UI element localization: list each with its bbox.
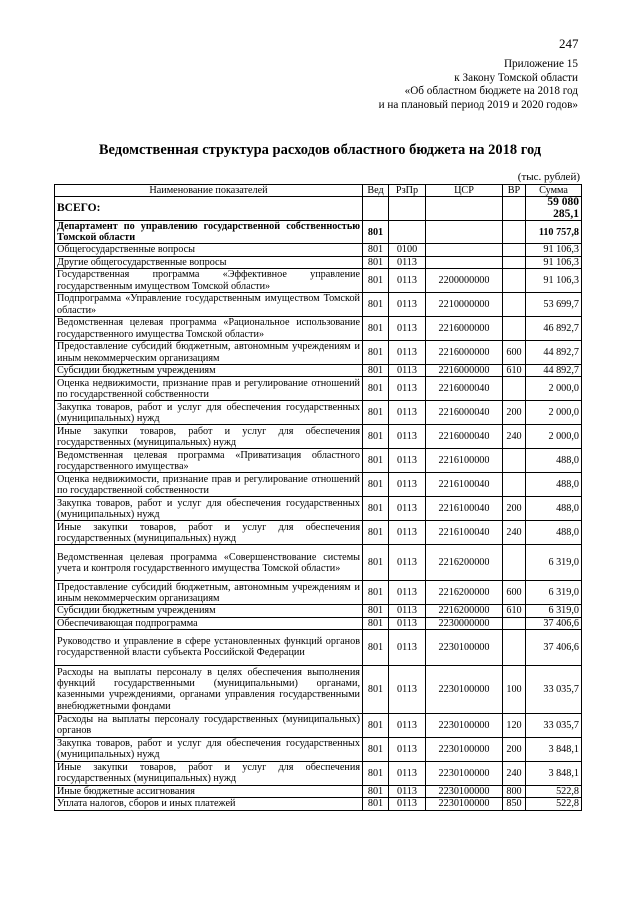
row-sum: 44 892,7 bbox=[526, 365, 582, 377]
row-csr: 2216000040 bbox=[426, 401, 503, 425]
row-rzpr: 0113 bbox=[389, 545, 426, 581]
row-sum: 522,8 bbox=[526, 785, 582, 797]
row-rzpr: 0113 bbox=[389, 317, 426, 341]
row-name: Субсидии бюджетным учреждениям bbox=[55, 365, 363, 377]
row-csr: 2230000000 bbox=[426, 617, 503, 629]
row-ved: 801 bbox=[363, 737, 389, 761]
table-row bbox=[55, 605, 582, 617]
row-name: Ведомственная целевая программа «Рациональное использование государственного имущества Томской области» bbox=[55, 317, 363, 341]
appendix-line: Приложение 15 bbox=[503, 58, 578, 70]
row-rzpr: 0113 bbox=[389, 798, 426, 810]
row-ved: 801 bbox=[363, 220, 389, 244]
row-ved: 801 bbox=[363, 341, 389, 365]
row-ved: 801 bbox=[363, 269, 389, 293]
empty-cell bbox=[426, 197, 503, 221]
row-sum: 44 892,7 bbox=[526, 341, 582, 365]
row-sum: 2 000,0 bbox=[526, 425, 582, 449]
row-vr: 610 bbox=[503, 605, 526, 617]
row-name: Государственная программа «Эффективное управление государственным имуществом Томской области» bbox=[55, 269, 363, 293]
row-name: Ведомственная целевая программа «Совершенствование системы учета и контроля государственного имущества Томской области» bbox=[55, 545, 363, 581]
row-vr bbox=[503, 473, 526, 497]
row-ved: 801 bbox=[363, 293, 389, 317]
row-sum: 110 757,8 bbox=[526, 220, 582, 244]
total-row bbox=[55, 197, 582, 221]
row-vr bbox=[503, 244, 526, 256]
row-name: Иные закупки товаров, работ и услуг для обеспечения государственных (муниципальных) нужд bbox=[55, 425, 363, 449]
row-rzpr: 0113 bbox=[389, 256, 426, 268]
row-sum: 37 406,6 bbox=[526, 617, 582, 629]
row-name: Закупка товаров, работ и услуг для обеспечения государственных (муниципальных) нужд bbox=[55, 401, 363, 425]
row-csr: 2230100000 bbox=[426, 665, 503, 713]
row-vr: 100 bbox=[503, 665, 526, 713]
row-csr bbox=[426, 244, 503, 256]
table-row bbox=[55, 293, 582, 317]
header-csr: ЦСР bbox=[426, 185, 503, 197]
header-ved: Вед bbox=[363, 185, 389, 197]
row-sum: 46 892,7 bbox=[526, 317, 582, 341]
appendix-line: «Об областном бюджете на 2018 год bbox=[404, 85, 578, 97]
table-row bbox=[55, 377, 582, 401]
table-row bbox=[55, 497, 582, 521]
row-vr bbox=[503, 256, 526, 268]
row-sum: 6 319,0 bbox=[526, 605, 582, 617]
row-sum: 488,0 bbox=[526, 497, 582, 521]
row-name: Департамент по управлению государственной собственностью Томской области bbox=[55, 220, 363, 244]
appendix-line: и на плановый период 2019 и 2020 годов» bbox=[378, 98, 578, 111]
row-ved: 801 bbox=[363, 425, 389, 449]
row-sum: 33 035,7 bbox=[526, 713, 582, 737]
row-ved: 801 bbox=[363, 365, 389, 377]
table-header-row bbox=[55, 185, 582, 197]
row-vr bbox=[503, 449, 526, 473]
row-rzpr: 0113 bbox=[389, 605, 426, 617]
row-csr: 2230100000 bbox=[426, 629, 503, 665]
table-row bbox=[55, 737, 582, 761]
row-sum: 33 035,7 bbox=[526, 665, 582, 713]
table-row bbox=[55, 629, 582, 665]
row-rzpr: 0100 bbox=[389, 244, 426, 256]
row-name: Оценка недвижимости, признание прав и регулирование отношений по государственной собственности bbox=[55, 377, 363, 401]
row-rzpr: 0113 bbox=[389, 401, 426, 425]
row-name: Подпрограмма «Управление государственным имуществом Томской области» bbox=[55, 293, 363, 317]
row-vr bbox=[503, 220, 526, 244]
row-rzpr: 0113 bbox=[389, 737, 426, 761]
table-row bbox=[55, 798, 582, 810]
row-ved: 801 bbox=[363, 244, 389, 256]
row-csr: 2230100000 bbox=[426, 785, 503, 797]
header-name: Наименование показателей bbox=[55, 185, 363, 197]
row-sum: 91 106,3 bbox=[526, 256, 582, 268]
row-vr bbox=[503, 629, 526, 665]
table-row bbox=[55, 473, 582, 497]
row-vr: 610 bbox=[503, 365, 526, 377]
row-rzpr: 0113 bbox=[389, 377, 426, 401]
row-sum: 488,0 bbox=[526, 473, 582, 497]
table-row bbox=[55, 545, 582, 581]
row-rzpr: 0113 bbox=[389, 521, 426, 545]
row-vr bbox=[503, 545, 526, 581]
row-vr bbox=[503, 377, 526, 401]
row-csr: 2230100000 bbox=[426, 798, 503, 810]
row-csr: 2216000000 bbox=[426, 317, 503, 341]
row-ved: 801 bbox=[363, 798, 389, 810]
row-ved: 801 bbox=[363, 581, 389, 605]
row-rzpr bbox=[389, 220, 426, 244]
row-csr: 2216200000 bbox=[426, 605, 503, 617]
appendix-note bbox=[379, 58, 578, 112]
row-csr: 2216100040 bbox=[426, 521, 503, 545]
row-csr: 2216000040 bbox=[426, 425, 503, 449]
row-vr bbox=[503, 317, 526, 341]
header-rzpr: РзПр bbox=[389, 185, 426, 197]
row-rzpr: 0113 bbox=[389, 269, 426, 293]
row-ved: 801 bbox=[363, 449, 389, 473]
row-name: Расходы на выплаты персоналу в целях обеспечения выполнения функций государственными (муниципальными) органами, казенными учреждениями, органами управления государственными внебюджетными фондами bbox=[55, 665, 363, 713]
table-row bbox=[55, 581, 582, 605]
row-csr: 2216000040 bbox=[426, 377, 503, 401]
row-name: Руководство и управление в сфере установленных функций органов государственной власти субъекта Российской Федерации bbox=[55, 629, 363, 665]
table-row bbox=[55, 449, 582, 473]
row-name: Иные закупки товаров, работ и услуг для обеспечения государственных (муниципальных) нужд bbox=[55, 521, 363, 545]
row-ved: 801 bbox=[363, 713, 389, 737]
row-rzpr: 0113 bbox=[389, 497, 426, 521]
row-ved: 801 bbox=[363, 665, 389, 713]
total-label: ВСЕГО: bbox=[55, 197, 363, 221]
row-ved: 801 bbox=[363, 761, 389, 785]
table-row bbox=[55, 317, 582, 341]
row-sum: 91 106,3 bbox=[526, 269, 582, 293]
row-ved: 801 bbox=[363, 629, 389, 665]
row-csr bbox=[426, 256, 503, 268]
row-csr: 2230100000 bbox=[426, 737, 503, 761]
row-vr: 800 bbox=[503, 785, 526, 797]
table-row bbox=[55, 256, 582, 268]
table-row bbox=[55, 785, 582, 797]
row-ved: 801 bbox=[363, 545, 389, 581]
row-ved: 801 bbox=[363, 521, 389, 545]
row-sum: 2 000,0 bbox=[526, 401, 582, 425]
header-sum: Сумма bbox=[526, 185, 582, 197]
header-vr: ВР bbox=[503, 185, 526, 197]
row-vr bbox=[503, 269, 526, 293]
empty-cell bbox=[389, 197, 426, 221]
row-vr: 240 bbox=[503, 425, 526, 449]
row-name: Закупка товаров, работ и услуг для обеспечения государственных (муниципальных) нужд bbox=[55, 497, 363, 521]
row-rzpr: 0113 bbox=[389, 761, 426, 785]
row-csr: 2216000000 bbox=[426, 365, 503, 377]
row-csr: 2216100000 bbox=[426, 449, 503, 473]
row-csr: 2216100040 bbox=[426, 473, 503, 497]
row-ved: 801 bbox=[363, 605, 389, 617]
row-vr bbox=[503, 293, 526, 317]
row-sum: 3 848,1 bbox=[526, 737, 582, 761]
row-ved: 801 bbox=[363, 617, 389, 629]
row-name: Закупка товаров, работ и услуг для обеспечения государственных (муниципальных) нужд bbox=[55, 737, 363, 761]
row-name: Уплата налогов, сборов и иных платежей bbox=[55, 798, 363, 810]
row-ved: 801 bbox=[363, 497, 389, 521]
row-ved: 801 bbox=[363, 401, 389, 425]
total-sum: 59 080 285,1 bbox=[526, 197, 582, 221]
row-ved: 801 bbox=[363, 377, 389, 401]
table-row bbox=[55, 269, 582, 293]
row-name: Расходы на выплаты персоналу государственных (муниципальных) органов bbox=[55, 713, 363, 737]
units-note: (тыс. рублей) bbox=[517, 171, 580, 183]
table-row bbox=[55, 401, 582, 425]
row-vr: 200 bbox=[503, 401, 526, 425]
row-name: Иные бюджетные ассигнования bbox=[55, 785, 363, 797]
row-csr: 2216100040 bbox=[426, 497, 503, 521]
appendix-line: к Закону Томской области bbox=[454, 71, 578, 84]
row-ved: 801 bbox=[363, 317, 389, 341]
row-csr: 2216000000 bbox=[426, 341, 503, 365]
row-rzpr: 0113 bbox=[389, 449, 426, 473]
row-name: Субсидии бюджетным учреждениям bbox=[55, 605, 363, 617]
row-rzpr: 0113 bbox=[389, 785, 426, 797]
row-rzpr: 0113 bbox=[389, 365, 426, 377]
table-row bbox=[55, 617, 582, 629]
row-vr: 240 bbox=[503, 761, 526, 785]
document-title: Ведомственная структура расходов областного бюджета на 2018 год bbox=[98, 142, 542, 158]
row-rzpr: 0113 bbox=[389, 473, 426, 497]
row-sum: 488,0 bbox=[526, 449, 582, 473]
row-csr: 2216200000 bbox=[426, 581, 503, 605]
row-sum: 522,8 bbox=[526, 798, 582, 810]
row-name: Обеспечивающая подпрограмма bbox=[55, 617, 363, 629]
table-row bbox=[55, 761, 582, 785]
table-row bbox=[55, 665, 582, 713]
row-ved: 801 bbox=[363, 785, 389, 797]
row-vr: 200 bbox=[503, 737, 526, 761]
empty-cell bbox=[363, 197, 389, 221]
row-name: Оценка недвижимости, признание прав и регулирование отношений по государственной собственности bbox=[55, 473, 363, 497]
row-sum: 3 848,1 bbox=[526, 761, 582, 785]
row-name: Общегосударственные вопросы bbox=[55, 244, 363, 256]
row-rzpr: 0113 bbox=[389, 713, 426, 737]
page-number: 247 bbox=[559, 36, 579, 51]
table-row bbox=[55, 341, 582, 365]
row-vr: 200 bbox=[503, 497, 526, 521]
row-sum: 6 319,0 bbox=[526, 545, 582, 581]
row-sum: 488,0 bbox=[526, 521, 582, 545]
row-csr: 2200000000 bbox=[426, 269, 503, 293]
table-row bbox=[55, 521, 582, 545]
row-vr: 240 bbox=[503, 521, 526, 545]
row-rzpr: 0113 bbox=[389, 581, 426, 605]
row-csr: 2230100000 bbox=[426, 761, 503, 785]
row-vr: 600 bbox=[503, 581, 526, 605]
row-vr bbox=[503, 617, 526, 629]
row-rzpr: 0113 bbox=[389, 293, 426, 317]
table-row bbox=[55, 244, 582, 256]
row-name: Предоставление субсидий бюджетным, автономным учреждениям и иным некоммерческим организациям bbox=[55, 341, 363, 365]
empty-cell bbox=[503, 197, 526, 221]
row-csr: 2216200000 bbox=[426, 545, 503, 581]
budget-table bbox=[54, 184, 582, 811]
row-name: Иные закупки товаров, работ и услуг для обеспечения государственных (муниципальных) нужд bbox=[55, 761, 363, 785]
table-row bbox=[55, 365, 582, 377]
row-rzpr: 0113 bbox=[389, 665, 426, 713]
row-csr: 2210000000 bbox=[426, 293, 503, 317]
row-sum: 91 106,3 bbox=[526, 244, 582, 256]
row-sum: 6 319,0 bbox=[526, 581, 582, 605]
row-sum: 2 000,0 bbox=[526, 377, 582, 401]
row-name: Другие общегосударственные вопросы bbox=[55, 256, 363, 268]
row-rzpr: 0113 bbox=[389, 341, 426, 365]
row-ved: 801 bbox=[363, 256, 389, 268]
row-vr: 850 bbox=[503, 798, 526, 810]
row-sum: 53 699,7 bbox=[526, 293, 582, 317]
row-rzpr: 0113 bbox=[389, 617, 426, 629]
row-vr: 120 bbox=[503, 713, 526, 737]
row-rzpr: 0113 bbox=[389, 425, 426, 449]
row-csr bbox=[426, 220, 503, 244]
row-name: Ведомственная целевая программа «Приватизация областного государственного имущества» bbox=[55, 449, 363, 473]
row-vr: 600 bbox=[503, 341, 526, 365]
table-row bbox=[55, 713, 582, 737]
row-name: Предоставление субсидий бюджетным, автономным учреждениям и иным некоммерческим организациям bbox=[55, 581, 363, 605]
table-row bbox=[55, 220, 582, 244]
row-csr: 2230100000 bbox=[426, 713, 503, 737]
table-row bbox=[55, 425, 582, 449]
row-sum: 37 406,6 bbox=[526, 629, 582, 665]
row-ved: 801 bbox=[363, 473, 389, 497]
row-rzpr: 0113 bbox=[389, 629, 426, 665]
